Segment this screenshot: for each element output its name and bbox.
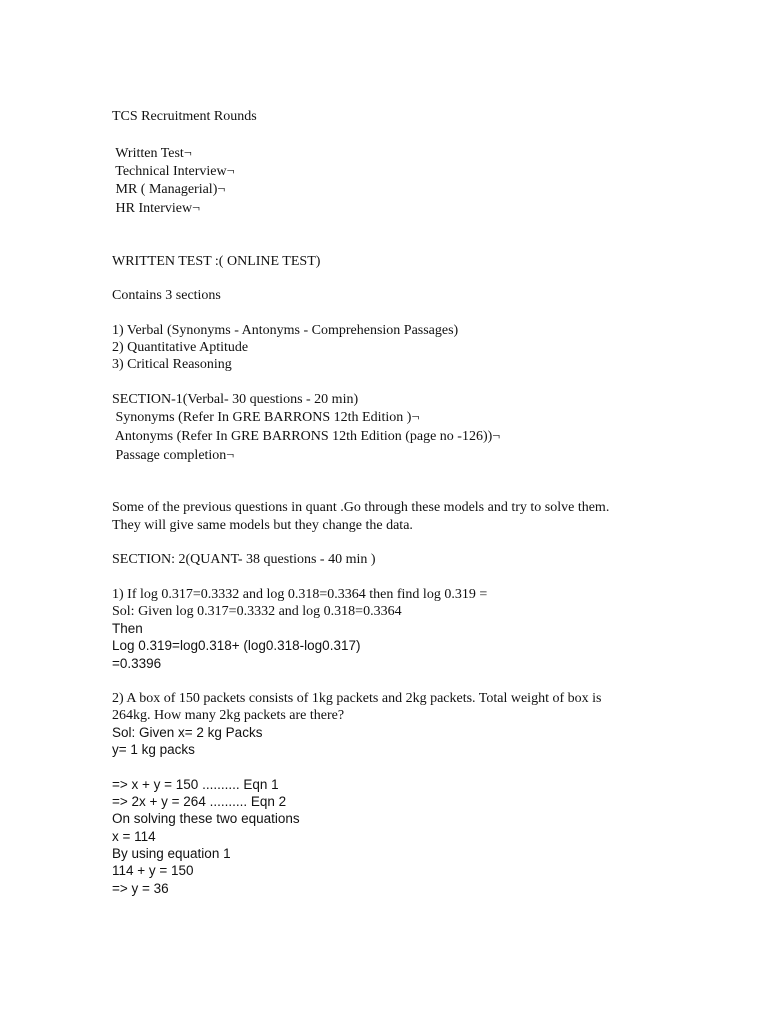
- section-1-heading: SECTION-1(Verbal- 30 questions - 20 min): [112, 392, 359, 407]
- section-1-item: Passage completion¬: [112, 448, 235, 463]
- question-2: 2) A box of 150 packets consists of 1kg packets and 2kg packets. Total weight of box is: [112, 691, 602, 706]
- quant-intro-paragraph: They will give same models but they change the data.: [112, 518, 413, 533]
- written-test-heading: WRITTEN TEST :( ONLINE TEST): [112, 254, 321, 269]
- round-item-hr-interview: HR Interview¬: [112, 201, 200, 216]
- solution-line: => y = 36: [112, 881, 169, 896]
- solution-line: x = 114: [112, 829, 156, 844]
- question-2: 264kg. How many 2kg packets are there?: [112, 708, 345, 723]
- section-list-item: 1) Verbal (Synonyms - Antonyms - Comprehension Passages): [112, 323, 459, 338]
- solution-line: By using equation 1: [112, 846, 231, 861]
- solution-line: 114 + y = 150: [112, 863, 194, 878]
- section-list-item: 2) Quantitative Aptitude: [112, 340, 249, 355]
- equation-line: => 2x + y = 264 .......... Eqn 2: [112, 794, 287, 809]
- section-1-item: Synonyms (Refer In GRE BARRONS 12th Edition )¬: [112, 410, 420, 425]
- solution-line: =0.3396: [112, 656, 162, 671]
- solution-line: y= 1 kg packs: [112, 742, 195, 757]
- round-item-written-test: Written Test¬: [112, 146, 192, 161]
- equation-line: => x + y = 150 .......... Eqn 1: [112, 777, 279, 792]
- solution-line: Sol: Given x= 2 kg Packs: [112, 725, 263, 740]
- question-1: 1) If log 0.317=0.3332 and log 0.318=0.3364 then find log 0.319 =: [112, 587, 488, 602]
- round-item-managerial: MR ( Managerial)¬: [112, 182, 226, 197]
- document-title: TCS Recruitment Rounds: [112, 109, 257, 124]
- solution-line: Then: [112, 621, 143, 636]
- round-item-technical-interview: Technical Interview¬: [112, 164, 235, 179]
- sections-intro: Contains 3 sections: [112, 288, 221, 303]
- section-2-heading: SECTION: 2(QUANT- 38 questions - 40 min ): [112, 552, 376, 567]
- section-list-item: 3) Critical Reasoning: [112, 357, 232, 372]
- solution-line: On solving these two equations: [112, 811, 300, 826]
- section-1-item: Antonyms (Refer In GRE BARRONS 12th Edition (page no -126))¬: [112, 429, 501, 444]
- solution-line: Sol: Given log 0.317=0.3332 and log 0.318=0.3364: [112, 604, 402, 619]
- quant-intro-paragraph: Some of the previous questions in quant .Go through these models and try to solve them.: [112, 500, 610, 515]
- solution-line: Log 0.319=log0.318+ (log0.318-log0.317): [112, 638, 361, 653]
